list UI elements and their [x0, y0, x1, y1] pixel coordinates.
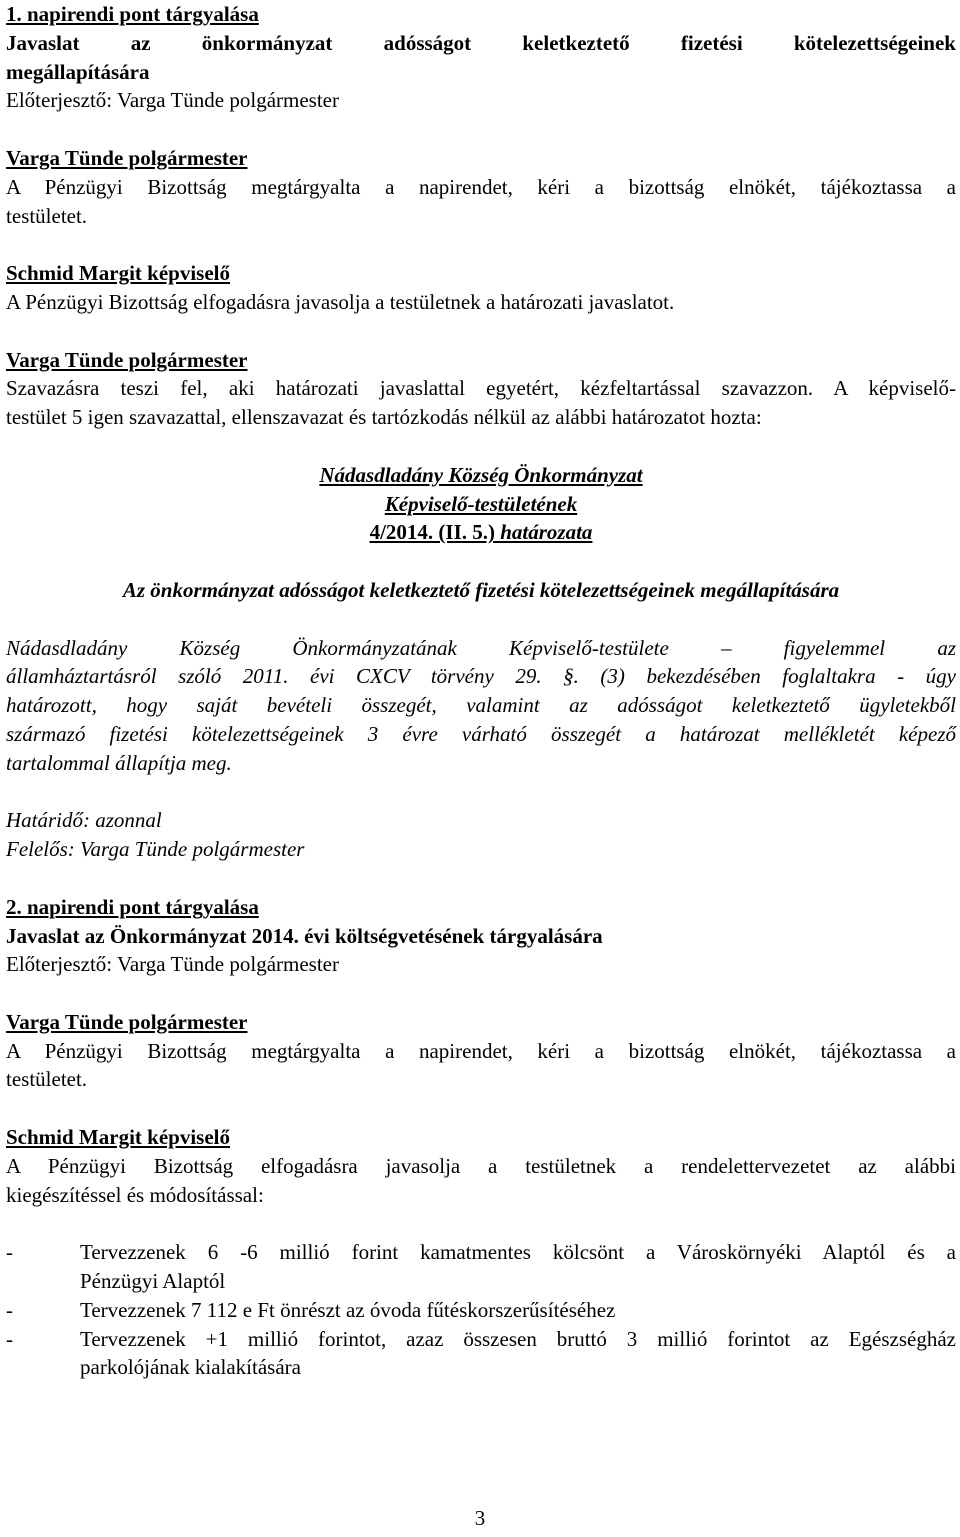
item2-text2-line2: kiegészítéssel és módosítással:: [6, 1182, 264, 1207]
item1-speaker1: Varga Tünde polgármester: [6, 145, 248, 170]
resolution-text-line1: Nádasdladány Község Önkormányzatának Képviselő-testülete – figyelemmel az: [6, 635, 956, 660]
item1-heading: 1. napirendi pont tárgyalása: [6, 2, 259, 26]
resolution-text-line2: államháztartásról szóló 2011. évi CXCV törvény 29. §. (3) bekezdésében foglaltakra - úgy: [6, 664, 956, 689]
resolution-body-line1: Nádasdladány Község Önkormányzat: [319, 462, 643, 487]
list-item: [6, 1325, 956, 1383]
item1-text1-line2: testületet.: [6, 203, 88, 228]
item2-text1-line2: testületet.: [6, 1067, 88, 1092]
list-dash: -: [6, 1297, 13, 1322]
resolution-number-suffix: határozata: [494, 520, 593, 545]
item1-presenter: Előterjesztő: Varga Tünde polgármester: [6, 88, 339, 113]
list-item-line1: Tervezzenek +1 millió forintot, azaz összesen bruttó 3 millió forintot az Egészségház: [80, 1326, 956, 1351]
list-item-line1: Tervezzenek 7 112 e Ft önrészt az óvoda fűtéskorszerűsítéséhez: [80, 1297, 616, 1322]
item1-text3-line1: Szavazásra teszi fel, aki határozati javaslattal egyetért, kézfeltartással szavazzon. A képviselő-: [6, 376, 956, 401]
list-item-line1: Tervezzenek 6 -6 millió forint kamatmentes kölcsönt a Városkörnyéki Alaptól és a: [80, 1240, 956, 1265]
bullet-list: [6, 1238, 956, 1382]
resolution-deadline: Határidő: azonnal: [6, 808, 162, 833]
item1-text1-line1: A Pénzügyi Bizottság megtárgyalta a napirendet, kéri a bizottság elnökét, tájékoztassa a: [6, 174, 956, 199]
item2-speaker2: Schmid Margit képviselő: [6, 1125, 230, 1150]
item1-text3-line2: testület 5 igen szavazattal, ellenszavazat és tartózkodás nélkül az alábbi határozatot hozta:: [6, 405, 762, 430]
resolution-number: 4/2014. (II. 5.): [369, 520, 495, 545]
item1-text2: A Pénzügyi Bizottság elfogadásra javasolja a testületnek a határozati javaslatot.: [6, 289, 675, 314]
item2-speaker1: Varga Tünde polgármester: [6, 1009, 248, 1034]
resolution-text-line3: határozott, hogy saját bevételi összegét, valamint az adósságot keletkeztető ügyletekből: [6, 693, 956, 718]
item1-title-line1: Javaslat az önkormányzat adósságot keletkeztető fizetési kötelezettségeinek: [6, 30, 956, 55]
resolution-body-line2: Képviselő-testületének: [384, 491, 578, 516]
item2-text1-line1: A Pénzügyi Bizottság megtárgyalta a napirendet, kéri a bizottság elnökét, tájékoztassa a: [6, 1038, 956, 1063]
list-item: [6, 1238, 956, 1296]
resolution-text-line5: tartalommal állapítja meg.: [6, 750, 232, 775]
page-number: 3: [474, 1506, 486, 1530]
resolution-responsible: Felelős: Varga Tünde polgármester: [6, 837, 305, 862]
resolution-text-line4: származó fizetési kötelezettségeinek 3 évre várható összegét a határozat mellékletét képező: [6, 721, 956, 746]
list-item-line2: Pénzügyi Alaptól: [80, 1269, 226, 1294]
item2-text2-line1: A Pénzügyi Bizottság elfogadásra javasolja a testületnek a rendelettervezetet az alábbi: [6, 1153, 956, 1178]
resolution-subject: Az önkormányzat adósságot keletkeztető fizetési kötelezettségeinek megállapítására: [122, 577, 840, 602]
item2-presenter: Előterjesztő: Varga Tünde polgármester: [6, 952, 339, 977]
item2-title: Javaslat az Önkormányzat 2014. évi költségvetésének tárgyalására: [6, 923, 603, 948]
list-item-line2: parkolójának kialakítására: [80, 1355, 301, 1380]
list-dash: -: [6, 1240, 13, 1265]
document-page: [6, 0, 956, 1382]
item1-speaker3: Varga Tünde polgármester: [6, 347, 248, 372]
item1-title-line2: megállapítására: [6, 59, 150, 84]
resolution-number-line: [6, 518, 956, 547]
item2-heading: 2. napirendi pont tárgyalása: [6, 894, 259, 919]
list-dash: -: [6, 1326, 13, 1351]
item1-speaker2: Schmid Margit képviselő: [6, 261, 230, 286]
list-item: [6, 1296, 956, 1325]
